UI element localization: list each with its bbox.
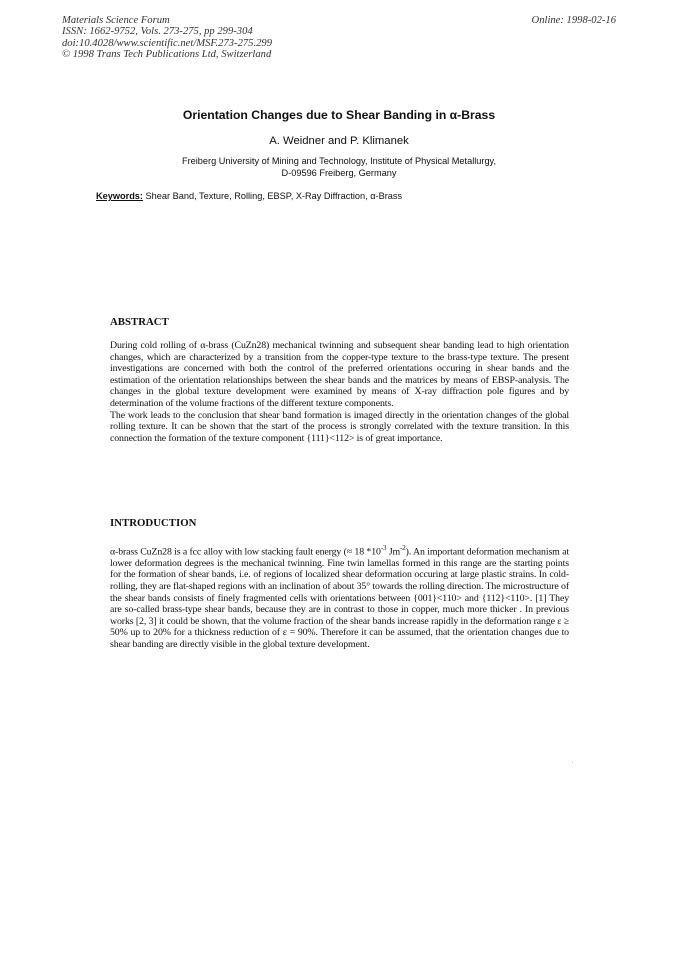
introduction-body: [110, 543, 569, 651]
journal-name: Materials Science Forum: [62, 15, 170, 26]
abstract-paragraph-1: During cold rolling of α-brass (CuZn28) mechanical twinning and subsequent shear banding lead to high orientation changes, which are characterized by a transition from the copper-type texture to the brass-type texture. The present investigations are concerned with both the control of the preferred orientations occuring in shear bands and the estimation of the orientation relationships between the shear bands and the matrices by means of EBSP-analysis. The changes in the global texture development were examined by means of X-ray diffraction pole figures and by determination of the volume fractions of the different texture components.: [110, 340, 569, 409]
copyright-line: © 1998 Trans Tech Publications Ltd, Switzerland: [62, 49, 272, 61]
introduction-heading: INTRODUCTION: [110, 517, 197, 529]
intro-unit: Jm: [386, 546, 401, 558]
keywords-text: Shear Band, Texture, Rolling, EBSP, X-Ray Diffraction, α-Brass: [142, 191, 403, 201]
issn-line: ISSN: 1662-9752, Vols. 273-275, pp 299-304: [62, 26, 253, 38]
intro-exponent-1: -3: [380, 544, 387, 552]
abstract-body: [110, 340, 569, 444]
keywords-label: Keywords:: [96, 191, 143, 201]
paper-title: Orientation Changes due to Shear Banding in α-Brass: [182, 108, 496, 122]
paper-authors: A. Weidner and P. Klimanek: [269, 135, 409, 147]
online-date: Online: 1998-02-16: [531, 15, 616, 26]
intro-text-rest: ). An important deformation mechanism at lower deformation degrees is the mechanical twinning. Fine twin lamellas formed in this range are the starting points for the formation of shear bands, i.e. of regions of localized shear deformation occuring at large plastic strains. In cold- rolling, they are flat-shaped regions with an inclination of about 35° towards the rolling direction. The microstructure of the shear bands consists of finely fragmented cells with orientations between {001}<110> and {112}<110>. [1] They are so-called brass-type shear bands, because they are in contrast to those in copper, much more thicker . In previous works [2, 3] it could be shown, that the volume fraction of the shear bands increase rapidly in the deformation range ε ≥ 50% up to 20% for a thickness reduction of ε = 90%. Therefore it can be assumed, that the orientation changes due to shear banding are directly visible in the global texture development.: [110, 546, 569, 651]
abstract-heading: ABSTRACT: [110, 316, 169, 328]
affiliation-line-1: Freiberg University of Mining and Technology, Institute of Physical Metallurgy,: [181, 156, 497, 166]
affiliation-line-2: D-09596 Freiberg, Germany: [281, 168, 397, 178]
keywords: [96, 191, 596, 201]
introduction-paragraph: [110, 543, 569, 651]
abstract-paragraph-2: The work leads to the conclusion that shear band formation is imaged directly in the orientation changes of the global rolling texture. It can be shown that the start of the process is strongly correlated with the texture transition. In this connection the formation of the texture component {111}<112> is of great importance.: [110, 409, 569, 444]
scan-speck: [572, 762, 573, 763]
intro-text-start: α-brass CuZn28 is a fcc alloy with low stacking fault energy (≈ 18 *10: [110, 546, 381, 558]
intro-exponent-2: -2: [400, 544, 406, 552]
doi-line: doi:10.4028/www.scientific.net/MSF.273-275.299: [62, 37, 272, 49]
affiliation: [0, 155, 678, 179]
